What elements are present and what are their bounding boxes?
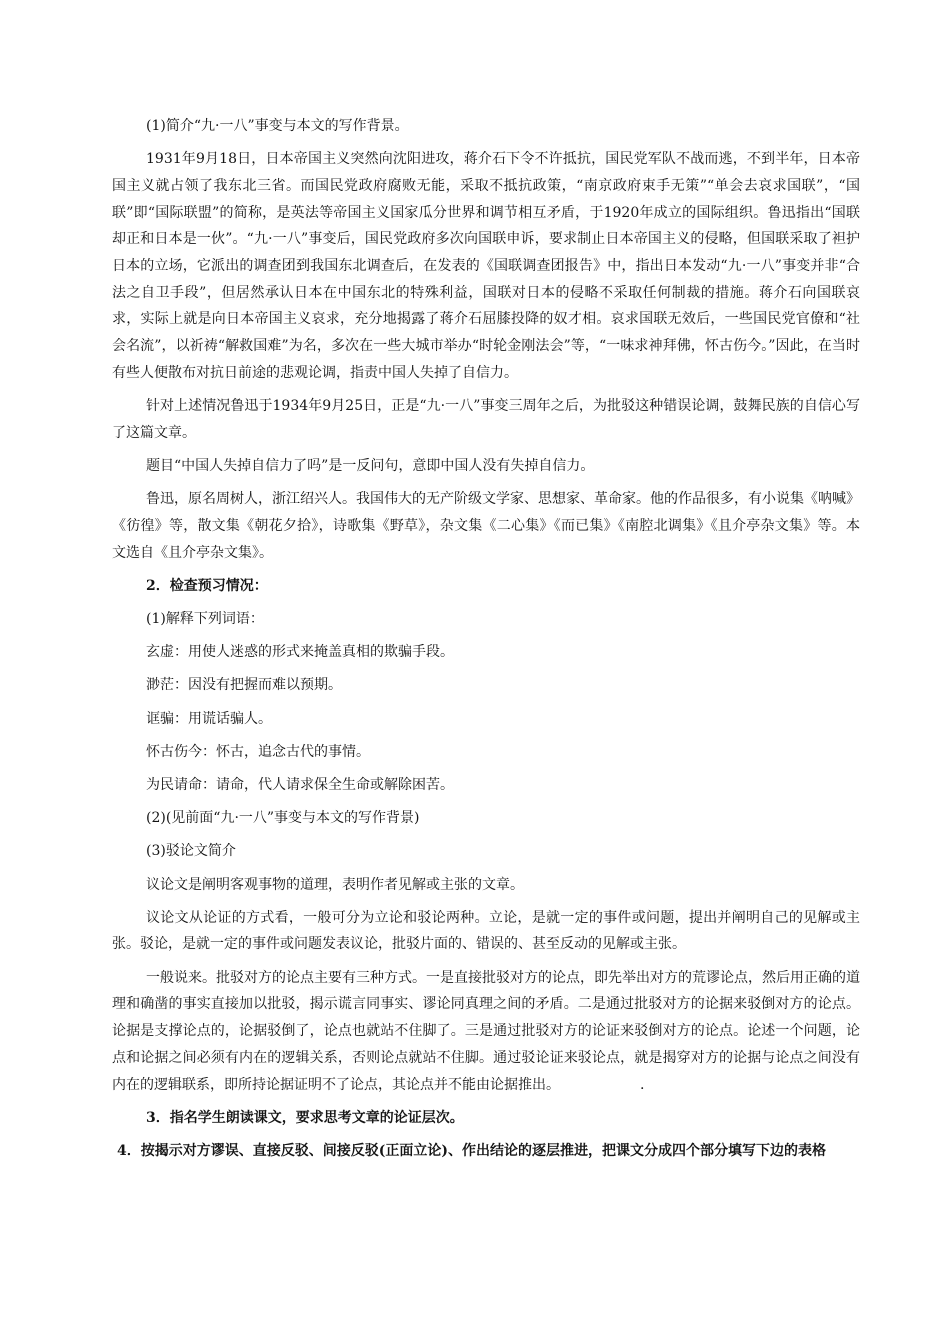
paragraph-argument-definition: 议论文是阐明客观事物的道理，表明作者见解或主张的文章。 <box>146 876 524 893</box>
step-heading-check-preview: 2．检查预习情况： <box>146 577 268 594</box>
vocab-item: 怀古伤今：怀古，追念古代的事情。 <box>146 743 370 760</box>
vocab-item: 为民请命：请命，代人请求保全生命或解除困苦。 <box>146 776 454 793</box>
subheading-vocabulary: (1)解释下列词语： <box>146 610 264 627</box>
subheading-background-reference: (2)(见前面“九·一八”事变与本文的写作背景) <box>146 810 420 827</box>
paragraph-title-meaning: 题目“中国人失掉自信力了吗”是一反问句，意即中国人没有失掉自信力。 <box>146 457 595 474</box>
section-heading-background: (1)简介“九·一八”事变与本文的写作背景。 <box>146 118 409 134</box>
paragraph-argument-types: 议论文从论证的方式看，一般可分为立论和驳论两种。立论，是就一定的事件或问题，提出并阐明自己的见解或主张。驳论，是就一定的事件或问题发表议论，批驳片面的、错误的、甚至反动的见解或主张。 <box>112 909 860 953</box>
document-body <box>112 113 860 1171</box>
subheading-refutation-intro: (3)驳论文简介 <box>146 843 236 860</box>
paragraph-background-history: 1931年9月18日，日本帝国主义突然向沈阳进攻，蒋介石下令不许抵抗，国民党军队不战而逃，不到半年，日本帝国主义就占领了我东北三省。而国民党政府腐败无能，采取不抵抗政策，“南京政府束手无策”“单会去哀求国联”，“国联”即“国际联盟”的简称，是英法等帝国主义国家瓜分世界和调节相互矛盾，于1920年成立的国际组织。鲁迅指出“国联却正和日本是一伙”。“九·一八”事变后，国民党政府多次向国联申诉，要求制止日本帝国主义的侵略，但国联采取了袒护日本的立场，它派出的调查团到我国东北调查后，在发表的《国联调查团报告》中，指出日本发动“九·一八”事变并非“合法之自卫手段”，但居然承认日本在中国东北的特殊利益，国联对日本的侵略不采取任何制裁的措施。蒋介石向国联哀求，实际上就是向日本帝国主义哀求，充分地揭露了蒋介石屈膝投降的奴才相。哀求国联无效后，一些国民党官僚和“社会名流”，以祈祷“解救国难”为名，多次在一些大城市举办“时轮金刚法会”等，“一味求神拜佛，怀古伤今。”因此，在当时有些人便散布对抗日前途的悲观论调，指责中国人失掉了自信力。 <box>112 151 860 381</box>
vocab-item: 渺茫：因没有把握而难以预期。 <box>146 677 342 694</box>
paragraph-writing-purpose: 针对上述情况鲁迅于1934年9月25日，正是“九·一八”事变三周年之后，为批驳这种错误论调，鼓舞民族的自信心写了这篇文章。 <box>112 398 860 441</box>
refutation-methods-text: 一般说来。批驳对方的论点主要有三种方式。一是直接批驳对方的论点，即先举出对方的荒谬论点，然后用正确的道理和确凿的事实直接加以批驳，揭示谎言同事实、谬论同真理之间的矛盾。二是通过批驳对方的论据来驳倒对方的论点。论据是支撑论点的，论据驳倒了，论点也就站不住脚了。三是通过批驳对方的论证来驳倒对方的论点。论述一个问题，论点和论据之间必须有内在的逻辑关系，否则论点就站不住脚。通过驳论证来驳论点，就是揭穿对方的论据与论点之间没有内在的逻辑联系，即所持论据证明不了论点，其论点并不能由论据推出。 <box>112 969 860 1093</box>
paragraph-refutation-methods <box>112 965 860 1099</box>
vocab-item: 诓骗：用谎话骗人。 <box>146 710 272 727</box>
paragraph-author-intro: 鲁迅，原名周树人，浙江绍兴人。我国伟大的无产阶级文学家、思想家、革命家。他的作品很多，有小说集《呐喊》《彷徨》等，散文集《朝花夕拾》，诗歌集《野草》，杂文集《二心集》《而已集》《南腔北调集》《且介亭杂文集》等。本文选自《且介亭杂文集》。 <box>112 491 860 561</box>
vocab-item: 玄虚：用使人迷惑的形式来掩盖真相的欺骗手段。 <box>146 644 454 661</box>
step-heading-structure-table: 4．按揭示对方谬误、直接反驳、间接反驳(正面立论)、作出结论的逐层推进，把课文分成四个部分填写下边的表格 <box>117 1142 826 1159</box>
stray-period: . <box>640 1076 645 1093</box>
step-heading-read-aloud: 3．指名学生朗读课文，要求思考文章的论证层次。 <box>146 1109 464 1126</box>
